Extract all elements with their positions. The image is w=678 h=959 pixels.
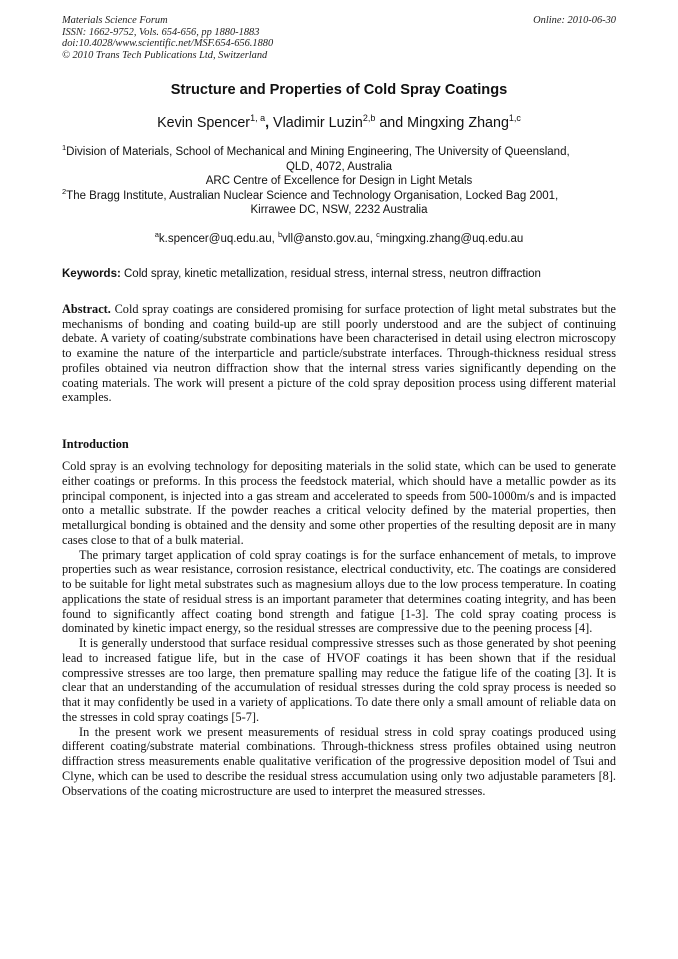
journal-name: Materials Science Forum [62,15,168,26]
keywords-label: Keywords: [62,268,121,280]
section-heading-introduction: Introduction [62,437,129,451]
email-mark: a [154,230,159,239]
paragraph: It is generally understood that surface residual compressive stresses such as those generated by shot peening lead to increased fatigue life, but in the case of HVOF coatings it has been shown that if the residual compressive stresses are too large, then premature spalling may reduce the fatigue life of the coating [3]. It is clear that an understanding of the accumulation of residual stresses during the cold spray process is needed so that it may confidently be used in a variety of applications. To date there only a small amount of reliable data on the stresses in cold spray coatings [5-7]. [62,636,616,724]
affiliations [62,145,616,218]
online-date: Online: 2010-06-30 [533,15,616,26]
affiliation-2-line-1 [62,186,616,204]
author-name: Mingxing Zhang [407,115,509,131]
journal-header [62,15,273,61]
affiliation-1-line-1 [62,145,616,160]
copyright-line: © 2010 Trans Tech Publications Ltd, Switzerland [62,49,268,61]
keywords-text: Cold spray, kinetic metallization, residual stress, internal stress, neutron diffraction [120,268,541,280]
paragraph: Cold spray is an evolving technology for depositing materials in the solid state, which can be used to generate either coatings or preforms. In this process the feedstock material, which should have a metallic powder as its principal component, is injected into a gas stream and accelerated to speeds from 500-1000m/s and is impacted onto a metallic substrate. If the powder reaches a critical velocity defined by the material properties, then metallurgical bonding is obtained and the density and some other properties of the resulting deposit are in many cases close to that of a bulk material. [62,459,616,547]
affil-mark: 1 [62,143,67,152]
affiliation-2-line-2: Kirrawee DC, NSW, 2232 Australia [250,204,428,217]
paragraph: In the present work we present measurements of residual stress in cold spray coatings produced using different coating/substrate material combinations. Through-thickness stress profiles obtained using neutron diffraction stress measurements enable qualitative verification of the progressive deposition model of Tsui and Clyne, which can be used to describe the residual stress accumulation using only two adjustable parameters [8]. Observations of the coating microstructure are used to interpret the measured stresses. [62,724,616,798]
email-mark: c [376,230,380,239]
abstract-label: Abstract. [62,302,111,316]
doi-line: doi:10.4028/www.scientific.net/MSF.654-656.1880 [62,38,274,50]
email-link: vll@ansto.gov.au, [282,233,377,245]
introduction-body [62,459,616,798]
email-mark: b [278,230,283,239]
author-separator: , [265,115,270,131]
author-list [62,113,616,133]
email-link: mingxing.zhang@uq.edu.au [379,233,524,245]
affil-text: Division of Materials, School of Mechanical and Mining Engineering, The University of Queensland, [66,146,570,158]
keywords [62,267,616,281]
affiliation-1-line-3: ARC Centre of Excellence for Design in Light Metals [205,175,473,188]
abstract-text: Cold spray coatings are considered promising for surface protection of light metal substrates but the mechanisms of bonding and coating build-up are still poorly understood and are the subject of continuing debate. A variety of coating/substrate combinations have been characterised in detail using electron microscopy to examine the nature of the interparticle and particle/substrate interfaces. Through-thickness residual stress profiles obtained via neutron diffraction show that the internal stress varies significantly depending on the coating materials. The work will present a picture of the cold spray deposition process using different material examples. [62,302,616,405]
email-link: k.spencer@uq.edu.au, [158,233,278,245]
abstract [62,302,616,405]
author-name: Kevin Spencer [157,115,251,131]
affil-mark: 2 [62,186,67,196]
author-affil-mark: 1, a [250,113,266,123]
author-name: Vladimir Luzin [269,115,363,131]
issn-line: ISSN: 1662-9752, Vols. 654-656, pp 1880-1883 [62,26,260,38]
author-affil-mark: 1,c [508,113,521,123]
author-affil-mark: 2,b [362,113,376,123]
affil-text: The Bragg Institute, Australian Nuclear Science and Technology Organisation, Locked Bag 2001, [66,189,559,202]
paragraph: The primary target application of cold spray coatings is for the surface enhancement of metals, to improve properties such as wear resistance, corrosion resistance, electrical conductivity, etc. The coatings are considered to be suitable for light metal substrates such as magnesium alloys due to the low process temperature. In coating applications the state of residual stress is an important parameter that determines coating integrity, and has been found to significantly affect coating bond strength and fatigue [1-3]. The cold spray coating process is dominated by kinetic impact energy, so the residual stresses are compressive due to the peening process [4]. [62,547,616,636]
author-emails [62,232,616,246]
paper-title: Structure and Properties of Cold Spray Coatings [170,82,508,98]
affiliation-1-line-2: QLD, 4072, Australia [285,160,393,173]
author-conjunction: and [375,115,408,131]
